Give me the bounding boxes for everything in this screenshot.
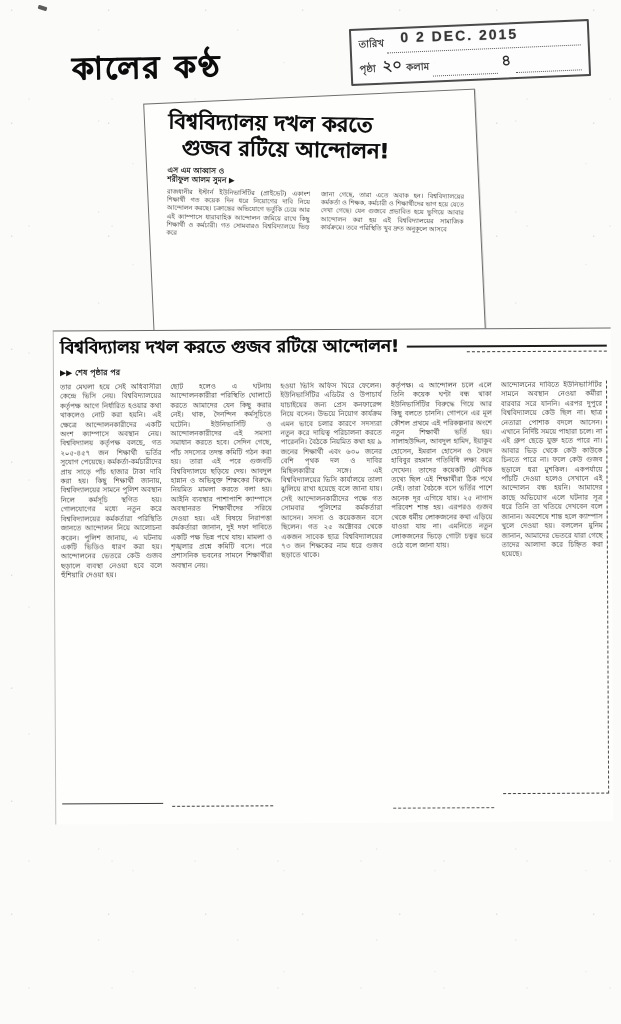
jump-headline: বিশ্ববিদ্যালয় দখল করতে গুজব রটিয়ে আন্দোলন!: [59, 336, 399, 359]
byline: [167, 166, 464, 189]
jump-headline-row: [60, 333, 607, 364]
stamp-date-value: 0 2 DEC. 2015: [400, 25, 519, 46]
stamp-column-value: ৪: [500, 51, 513, 70]
headline-rule: [407, 344, 607, 352]
clipping-front-page: [143, 89, 487, 368]
front-body-columns: [165, 188, 464, 335]
byline-line1: এস এম আব্বাস ও: [167, 165, 225, 176]
front-headline: [168, 109, 466, 166]
newspaper-masthead: কালের কণ্ঠ: [71, 48, 222, 88]
stamp-page-value: ২০: [381, 55, 403, 76]
dotted-leader: [516, 57, 582, 73]
stamp-column-label: কলাম: [406, 61, 430, 74]
stamp-date-label: তারিখ: [358, 38, 385, 51]
continued-from-marker: ▶▶ শেষ পৃষ্ঠার পর: [59, 368, 121, 378]
jump-body-columns: [60, 381, 609, 812]
front-headline-line1: বিশ্ববিদ্যালয় দখল করতে: [168, 109, 373, 138]
front-body-column: রাজধানীর ইস্টার্ন ইউনিভার্সিটির (প্রাইভেট) একাংশ শিক্ষার্থী গত কয়েক দিন ধরে নিয়োগের দাবি নিয়ে আন্দোলন করছে। চক্রান্তের অভিযোগে ভর্তুকি চেয়ে আর এই ক্যাম্পাসে ধারাবাহিক আন্দোলন জমিয়ে রাখে কিছু শিক্ষার্থী ও কর্মচারী। গত সোমবারও বিশ্ববিদ্যালয়ে ভিড় করে: [166, 187, 311, 237]
byline-line2: শরীফুল আলম সুমন ▶: [167, 174, 235, 185]
clipping-front-content: [146, 96, 481, 364]
article-column-4: কর্তৃপক্ষ। এ আন্দোলন চলে এলে তিনি কয়েক ঘণ্টা বন্ধ থাকা ইউনিভার্সিটির বিরুদ্ধে গিয়ে আর কিছু বলতে চাননি। গোপনে এর মূল কৌশল প্রথমে এই পরিকল্পনার অংশে নতুন শিক্ষার্থী ভর্তি হয়। সালাহউদ্দিন, আবদুল হামিদ, ইয়াকুব হোসেন, ইমরান হোসেন ও সৈয়দ হাবিবুর রহমান গতিবিধি লক্ষ্য করে দেখেন। তাদের কয়েকটি মৌখিক তথ্যে ছিল এই শিক্ষার্থীরা ঠিক পথে নেই। তারা বৈঠকে বসে ভর্তির পাশে অনেক দূর এগিয়ে যায়। ২৫ নাগাদ পরিবেশ শান্ত হয়। এরপরও গুজব থেকে ধর্মীয় লোকজনের কথা এড়িয়ে যাওয়া যায় না। এমনিতে নতুন লোকজনের ভিড়ে গোটা চত্বর ভরে ওঠে বলে জানা যায়।: [391, 381, 494, 809]
scan-smudge: [38, 5, 48, 12]
library-date-stamp: [349, 19, 591, 86]
front-body-column: জানা গেছে, তারা এতে অবাক হন। বিশ্ববিদ্যালয়ের কর্মকর্তা ও শিক্ষক, কর্মচারী ও শিক্ষার্থীদের ভাগ হয়ে যেতে দেখা গেছে। যেন গুজবে প্রভাবিত হয়ে ভুগিয়ে আবার আন্দোলন করা হয় এই বিশ্ববিদ্যালয়ের সামাজিক কার্যক্রমে। তবে পরিস্থিতি খুব দ্রুত অনুকূলে আসবে: [320, 190, 465, 234]
article-column-3: হওয়া ভিসি অফিস ঘিরে ফেলেন। ইউনিভার্সিটির এডিটর ও উপাচার্য যাচাইয়ের জন্য প্রেস কনফারেন্স নিয়ে বসেন। উভয়ে নিয়োগ কার্যক্রম এমন ভাবে চলার কারণে সদস্যরা নতুন করে দায়িত্ব পরিচালনা করতে পারেননি। বৈঠকে নিয়মিত কথা হয় ৯ জনের শিক্ষার্থী এবং ৬৩০ জনের বেশি পৃথক দল ও দাবির মিছিলকারীর সঙ্গে। এই বিশ্ববিদ্যালয়ের ভিসি কার্যালয়ে তালা ঝুলিয়ে রাখা হয়েছে বলে জানা যায়। সেই আন্দোলনকারীদের পক্ষে গত সোমবার পুলিশের কর্মকর্তারা আসেন। সদস্য ও কয়েকজন বসে ছিলেন। গত ২৫ অক্টোবর থেকে একজন সাবেক ছাত্র বিশ্ববিদ্যালয়ের ৭৩ জন শিক্ষকের নাম ধরে গুজব ছড়াতে থাকে।: [280, 381, 383, 560]
article-column-2: ছোট হলেও এ ঘটনায় আন্দোলনকারীরা পরিস্থিতি ঘোলাটে করতে আমাদের যেন কিছু করার নেই। থাক, দৈনন্দিন কর্মসূচিতে ঘটেনি। ইউনিভার্সিটি ও আন্দোলনকারীদের এই সমস্যা সমাধান করতে হবে। সেদিন গেছে, পাঁচ সদস্যের তদন্ত কমিটি গঠন করা হয়। তারা এই পরে গুজবটি বিশ্ববিদ্যালয়ে ছড়িয়ে দেয়। আবদুল হান্নান ও অভিযুক্ত শিক্ষকের বিরুদ্ধে নিয়মিত মামলা করতে বলা হয়। আইনি ব্যবস্থার পাশাপাশি ক্যাম্পাসে অবস্থানরত শিক্ষার্থীদের সরিয়ে দেওয়া হয়। এই বিষয়ে নিরাপত্তা কর্মকর্তারা জানান, দুই দফা দাবিতে একটি পক্ষ ভিন্ন পথে যায়। মামলা ও শৃঙ্খলার প্রশ্নে কমিটি বসে। পরে প্রশাসনিক ভবনের সামনে শিক্ষার্থীরা অবস্থান নেয়।: [170, 382, 273, 807]
front-headline-line2: গুজব রটিয়ে আন্দোলন!: [181, 135, 390, 164]
article-column-5: আন্দোলনের দাবিতে ইউনিভার্সিটির সামনে অবস্থান নেওয়া কর্মীরা বারবার সরে যাননি। এরপর দুপুরে বিশ্ববিদ্যালয়ে কেউ ছিল না। ছাত্র নেতারা পোশাক বদলে আসেন। এখানে নির্দিষ্ট সময়ে পাহারা চলে। না এই গ্রুপ ছেড়ে যুক্ত হতে পারে না। আবার ভিড় থেকে কেউ কাউকে চিনতে পারে না। ফলে কেউ গুজব ছড়ালে ধরা মুশকিল। একপর্যায়ে পাঁচটি দেওয়া হলেও সেখানে এই আন্দোলন বন্ধ হয়নি। আমাদের কাছে অভিযোগ এলে ঘটনার সূত্র ধরে তিনি তা খতিয়ে দেখবেন বলে জানান। অবশেষে শান্ত হলে ক্যাম্পাস খুলে দেওয়া হয়। বললেন মুনিম জানান, আমাদের ভেতরে যারা গেছে তাদের আলাদা করে চিহ্নিত করা হয়েছে।: [501, 381, 609, 795]
clipping-jump-page: [53, 328, 614, 825]
article-column-1: তার মেঘলা হয়ে সেই অধিবাসীরা কেন্দ্রে ভিসি নেয়। বিশ্ববিদ্যালয়ের কর্তৃপক্ষ আগে নির্ধারিত হওয়ার কথা থাকলেও নোট করা হয়নি। এই ক্ষেত্রে আন্দোলনকারীদের একটি অংশ ক্যাম্পাসে অবস্থান নেয়। বিশ্ববিদ্যালয় কর্তৃপক্ষ বলছে, গত ২০৫-৪৫৭ জন শিক্ষার্থী ভর্তির সুযোগ পেয়েছে। কর্মকর্তা-কর্মচারীদের প্রায় সাড়ে পাঁচ হাজার টাকা দাবি করা হয়। কিছু শিক্ষার্থী জানায়, বিশ্ববিদ্যালয়ের সামনে পুলিশ অবস্থান নিলে কর্মসূচি স্থগিত হয়। গোলযোগের মধ্যে নতুন করে বিশ্ববিদ্যালয়ের কর্মকর্তারা পরিস্থিতি জানতে আন্দোলন নিয়ে আলোচনা করেন। পুলিশ জানায়, এ ঘটনায় একটি ভিডিও ধারণ করা হয়। আন্দোলনের ভেতরে কেউ গুজব ছড়ালে ব্যবস্থা নেওয়া হবে বলে হুঁশিয়ারি দেওয়া হয়।: [60, 383, 163, 805]
dotted-leader: [432, 61, 498, 77]
stamp-page-label: পৃষ্ঠা: [359, 63, 377, 76]
